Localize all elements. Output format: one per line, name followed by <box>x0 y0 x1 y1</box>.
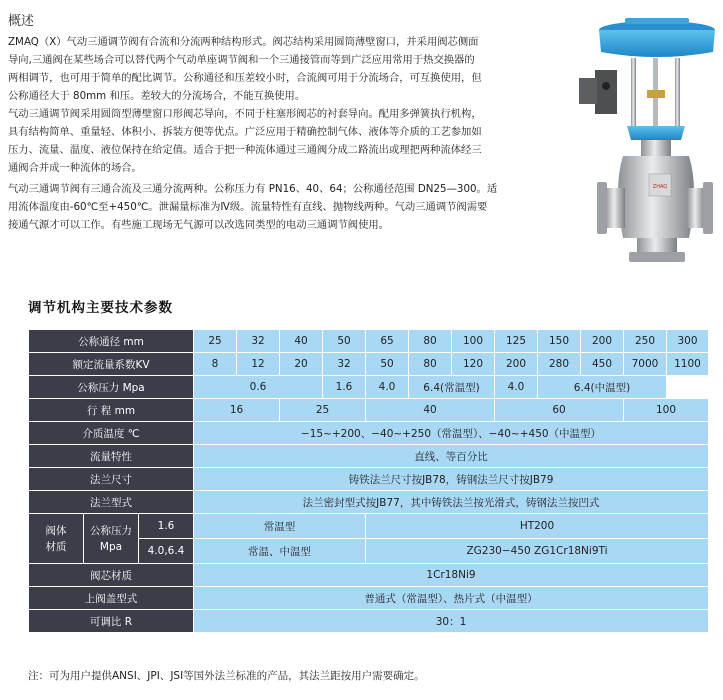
overview-line: 接通气源才可以工作。有些施工现场无气源可以改选同类型的电动三通调节阀使用。 <box>8 219 389 231</box>
table-row <box>29 587 709 610</box>
valve-nameplate: ZHAQ <box>652 184 668 190</box>
table-cell: 法兰密封型式按JB77，其中铸铁法兰按光滑式，铸钢法兰按凹式 <box>194 491 709 514</box>
table-cell: 50 <box>323 330 366 353</box>
table-cell: −15~+200、−40~+250（常温型）、−40~+450（中温型） <box>194 422 709 445</box>
table-cell: 常温、中温型 <box>194 539 366 564</box>
ratio-label: 可调比 R <box>29 610 194 633</box>
spec-section-title: 调节机构主要技术参数 <box>28 300 173 316</box>
overview-line: 导向,三通阀在某些场合可以替代两个气动单座调节阀和一个三通接管而等到广泛应用常用于热交换器的 <box>8 54 475 66</box>
table-cell: 30：1 <box>194 610 709 633</box>
table-cell: 120 <box>452 353 495 376</box>
table-row <box>29 399 709 422</box>
table-cell: 60 <box>495 399 624 422</box>
table-cell: 32 <box>323 353 366 376</box>
table-row <box>29 445 709 468</box>
overview-line: 具有结构简单、重量轻、体积小、拆装方便等优点。广泛应用于精确控制气体、液体等介质的工艺参加如 <box>8 126 482 138</box>
table-cell: 直线、等百分比 <box>194 445 709 468</box>
body-material-label: 阀体 材质 <box>29 514 84 564</box>
table-cell: 450 <box>581 353 624 376</box>
overview-line: 公称通径大于 80mm 和压。差较大的分流场合，不能互换使用。 <box>8 90 306 102</box>
table-cell: HT200 <box>366 514 709 539</box>
stroke-label: 行 程 mm <box>29 399 194 422</box>
table-cell: 32 <box>237 330 280 353</box>
table-cell: 4.0 <box>366 376 409 399</box>
table-cell: 普通式（常温型）、热片式（中温型） <box>194 587 709 610</box>
table-cell: 280 <box>538 353 581 376</box>
spec-table <box>28 329 709 633</box>
table-row <box>29 353 709 376</box>
table-cell: 100 <box>624 399 709 422</box>
table-cell: 150 <box>538 330 581 353</box>
kv-label: 额定流量系数KV <box>29 353 194 376</box>
table-cell: 65 <box>366 330 409 353</box>
table-cell: 25 <box>194 330 237 353</box>
body-pn-value: 1.6 <box>139 514 194 539</box>
pn-label: 公称压力 Mpa <box>29 376 194 399</box>
overview-title: 概述 <box>8 14 35 29</box>
table-cell: 铸铁法兰尺寸按JB78，铸钢法兰尺寸按JB79 <box>194 468 709 491</box>
table-cell: 200 <box>581 330 624 353</box>
table-row <box>29 514 709 539</box>
body-pn-value: 4.0,6.4 <box>139 539 194 564</box>
overview-line: 两相调节，也可用于简单的配比调节。公称通径和压差较小时，合流阀可用于分流场合，可互换使用，但 <box>8 72 482 84</box>
temp-label: 介质温度 ℃ <box>29 422 194 445</box>
table-cell: 0.6 <box>194 376 323 399</box>
core-material-label: 阀芯材质 <box>29 564 194 587</box>
table-cell: 40 <box>280 330 323 353</box>
table-cell: 125 <box>495 330 538 353</box>
table-cell: 1Cr18Ni9 <box>194 564 709 587</box>
overview-line: 气动三通调节阀有三通合流及三通分流两种。公称压力有 PN16、40、64；公称通径范围 DN25—300。适 <box>8 183 498 195</box>
overview-line: 用流体温度由-60℃至+450℃。泄漏量标准为Ⅳ级。流量特性有直线、抛物线两种。气动三通调节阀需要 <box>8 201 488 213</box>
flow-label: 流量特性 <box>29 445 194 468</box>
valve-product-image <box>565 8 717 273</box>
body-pn-label: 公称压力 Mpa <box>84 514 139 564</box>
table-row <box>29 610 709 633</box>
table-row <box>29 468 709 491</box>
table-cell: 16 <box>194 399 280 422</box>
table-cell: 4.0 <box>495 376 538 399</box>
table-row <box>29 422 709 445</box>
table-row <box>29 376 709 399</box>
table-cell: 50 <box>366 353 409 376</box>
table-cell: 常温型 <box>194 514 366 539</box>
table-cell: 80 <box>409 353 452 376</box>
dn-label: 公称通径 mm <box>29 330 194 353</box>
table-cell: 40 <box>366 399 495 422</box>
table-cell: 7000 <box>624 353 667 376</box>
table-cell: 25 <box>280 399 366 422</box>
table-cell: 100 <box>452 330 495 353</box>
table-row <box>29 491 709 514</box>
table-cell: 300 <box>667 330 709 353</box>
footnote: 注：可为用户提供ANSI、JPI、JSI等国外法兰标准的产品，其法兰距按用户需要确定。 <box>28 670 425 682</box>
table-row <box>29 564 709 587</box>
table-cell: 6.4(常温型) <box>409 376 495 399</box>
flange-size-label: 法兰尺寸 <box>29 468 194 491</box>
table-cell: 1.6 <box>323 376 366 399</box>
overview-line: 通阀合并成一种流体的场合。 <box>8 162 142 174</box>
table-cell: 20 <box>280 353 323 376</box>
table-cell: 12 <box>237 353 280 376</box>
table-row <box>29 330 709 353</box>
overview-line: 气动三通调节阀采用圆筒型薄壁窗口形阀芯导向，不同于柱塞形阀芯的衬套导向。配用多弹簧执行机构， <box>8 108 482 120</box>
overview-line: 压力、流量、温度、液位保持在给定值。适合于把一种流体通过三通阀分成二路流出或理把两种流体经三 <box>8 144 482 156</box>
overview-line: ZMAQ（X）气动三通调节阀有合流和分流两种结构形式。阀芯结构采用圆筒薄壁窗口，并采用阀芯侧面 <box>8 36 479 48</box>
table-cell: 80 <box>409 330 452 353</box>
table-cell: ZG230−450 ZG1Cr18Ni9Ti <box>366 539 709 564</box>
flange-type-label: 法兰型式 <box>29 491 194 514</box>
table-cell: 250 <box>624 330 667 353</box>
table-cell: 200 <box>495 353 538 376</box>
table-cell: 1100 <box>667 353 709 376</box>
bonnet-label: 上阀盖型式 <box>29 587 194 610</box>
table-cell: 6.4(中温型) <box>538 376 667 399</box>
table-cell: 8 <box>194 353 237 376</box>
